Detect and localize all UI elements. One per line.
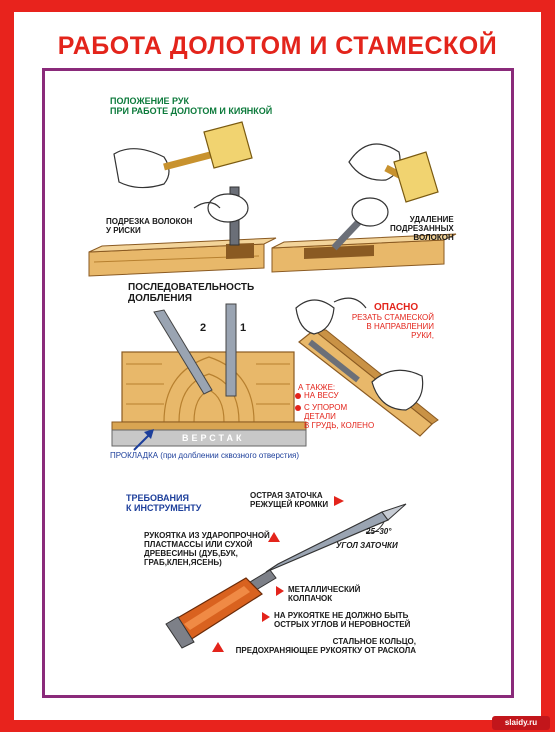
publisher-logo: slaidy.ru: [492, 716, 550, 730]
chisel-icon: [226, 304, 236, 396]
hand-icon: [208, 194, 248, 222]
mallet-icon: [394, 152, 438, 202]
page-title: РАБОТА ДОЛОТОМ И СТАМЕСКОЙ: [57, 32, 498, 60]
angle-label: УГОЛ ЗАТОЧКИ: [336, 541, 398, 550]
poster-sheet: [14, 12, 541, 727]
no-sharp-corners-label: НА РУКОЯТКЕ НЕ ДОЛЖНО БЫТЬ ОСТРЫХ УГЛОВ И НЕРОВНОСТЕЙ: [274, 611, 411, 629]
sharp-edge-label: ОСТРАЯ ЗАТОЧКА РЕЖУЩЕЙ КРОМКИ: [250, 491, 329, 509]
danger-text: РЕЗАТЬ СТАМЕСКОЙ В НАПРАВЛЕНИИ РУКИ,: [351, 313, 434, 340]
metal-cap-label: МЕТАЛЛИЧЕСКИЙ КОЛПАЧОК: [288, 585, 361, 603]
right-hands-illustration: [272, 144, 456, 272]
danger-also: А ТАКЖЕ:: [298, 383, 336, 392]
hands-heading: ПОЛОЖЕНИЕ РУК ПРИ РАБОТЕ ДОЛОТОМ И КИЯНКОЙ: [110, 96, 273, 117]
mallet-icon: [204, 122, 252, 168]
danger-heading: ОПАСНО: [374, 302, 419, 313]
danger-item-1: НА ВЕСУ: [304, 391, 339, 400]
steel-ring-label: СТАЛЬНОЕ КОЛЬЦО, ПРЕДОХРАНЯЮЩЕЕ РУКОЯТКУ ОТ РАСКОЛА: [235, 637, 416, 655]
angle-value: 25–30°: [366, 527, 392, 536]
handle-material-label: РУКОЯТКА ИЗ УДАРОПРОЧНОЙ ПЛАСТМАССЫ ИЛИ СУХОЙ ДРЕВЕСИНЫ (ДУБ,БУК, ГРАБ,КЛЕН,ЯСЕНЬ): [144, 531, 270, 567]
marker-2: 2: [200, 322, 207, 334]
pad-caption: ПРОКЛАДКА (при долблении сквозного отверстия): [110, 451, 300, 460]
left-hands-illustration: [89, 122, 276, 276]
bench-label: ВЕРСТАК: [182, 433, 245, 443]
marker-1: 1: [240, 322, 247, 334]
sequence-heading: ПОСЛЕДОВАТЕЛЬНОСТЬ ДОЛБЛЕНИЯ: [128, 282, 255, 305]
requirements-heading: ТРЕБОВАНИЯ К ИНСТРУМЕНТУ: [126, 493, 202, 514]
left-caption: ПОДРЕЗКА ВОЛОКОН У РИСКИ: [106, 217, 193, 235]
hand-icon: [296, 300, 334, 334]
danger-item-2: С УПОРОМ ДЕТАЛИ В ГРУДЬ, КОЛЕНО: [304, 403, 375, 430]
right-caption: УДАЛЕНИЕ ПОДРЕЗАННЫХ ВОЛОКОН: [390, 215, 454, 242]
mortise-diagram: [112, 304, 306, 450]
